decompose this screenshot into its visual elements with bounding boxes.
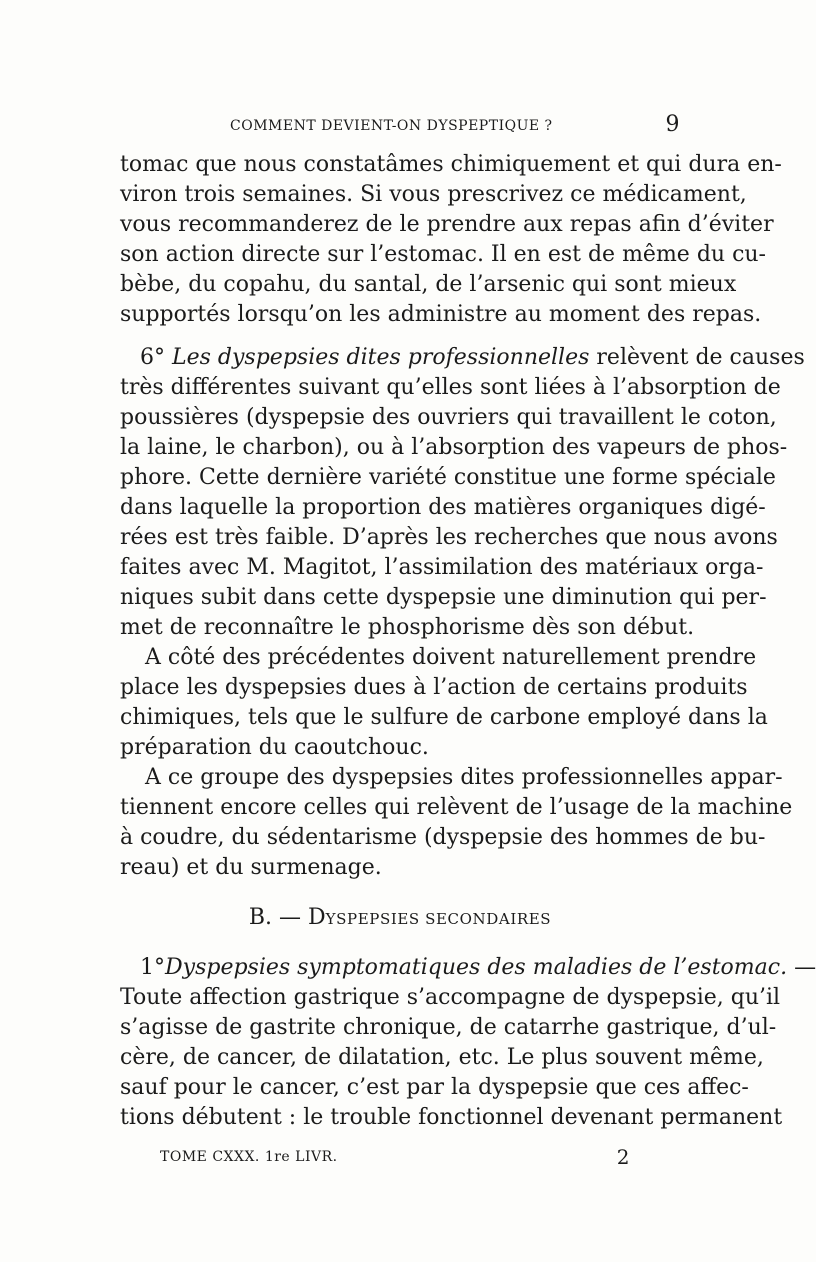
- text-line: à coudre, du sédentarisme (dyspepsie des hommes de bu-: [120, 825, 766, 850]
- item-1-first-line: [140, 953, 816, 983]
- text-line: A ce groupe des dyspepsies dites professionnelles appar-: [145, 765, 783, 790]
- text-line: sauf pour le cancer, c’est par la dyspepsie que ces affec-: [120, 1075, 749, 1100]
- text-line: reau) et du surmenage.: [120, 855, 382, 880]
- section-cap: D: [307, 905, 326, 930]
- text-line: son action directe sur l’estomac. Il en est de même du cu-: [120, 242, 766, 267]
- text-line: faites avec M. Magitot, l’assimilation des matériaux orga-: [120, 555, 764, 580]
- text-line: A côté des précédentes doivent naturellement prendre: [145, 645, 757, 670]
- page-footer: [160, 1145, 640, 1171]
- text-line: s’agisse de gastrite chronique, de catarrhe gastrique, d’ul-: [120, 1015, 777, 1040]
- text-line: niques subit dans cette dyspepsie une diminution qui per-: [120, 585, 767, 610]
- text-line: phore. Cette dernière variété constitue une forme spéciale: [120, 465, 776, 490]
- section-title: YSPEPSIES SECONDAIRES: [325, 910, 552, 928]
- text-line: la laine, le charbon), ou à l’absorption des vapeurs de phos-: [120, 435, 788, 460]
- text-line: met de reconnaître le phosphorisme dès son début.: [120, 615, 695, 640]
- text-line: place les dyspepsies dues à l’action de certains produits: [120, 675, 748, 700]
- item-6-text: relèvent de causes: [596, 345, 805, 370]
- item-6-heading: Les dyspepsies dites professionnelles: [172, 345, 590, 370]
- footer-signature: TOME CXXX. 1re LIVR.: [160, 1149, 338, 1165]
- text-line: tions débutent : le trouble fonctionnel devenant permanent: [120, 1105, 783, 1130]
- item-1-heading: Dyspepsies symptomatiques des maladies de l’estomac.: [165, 955, 788, 980]
- item-6-first-line: [140, 343, 805, 373]
- text-line: bèbe, du copahu, du santal, de l’arsenic qui sont mieux: [120, 272, 737, 297]
- text-line: tomac que nous constatâmes chimiquement et qui dura en-: [120, 152, 782, 177]
- section-heading: [120, 903, 680, 934]
- text-line: supportés lorsqu’on les administre au moment des repas.: [120, 302, 762, 327]
- item-1-dash: —: [794, 955, 816, 980]
- text-line: très différentes suivant qu’elles sont liées à l’absorption de: [120, 375, 781, 400]
- section-letter: B. —: [248, 905, 301, 930]
- running-header: [120, 112, 680, 142]
- text-line: dans laquelle la proportion des matières organiques digé-: [120, 495, 766, 520]
- text-line: cère, de cancer, de dilatation, etc. Le plus souvent même,: [120, 1045, 764, 1070]
- text-line: préparation du caoutchouc.: [120, 735, 429, 760]
- text-line: tiennent encore celles qui relèvent de l’usage de la machine: [120, 795, 793, 820]
- text-line: poussières (dyspepsie des ouvriers qui travaillent le coton,: [120, 405, 777, 430]
- page-number: 9: [665, 112, 680, 137]
- item-1-number: 1°: [140, 955, 165, 980]
- text-line: vous recommanderez de le prendre aux repas afin d’éviter: [120, 212, 774, 237]
- text-line: chimiques, tels que le sulfure de carbone employé dans la: [120, 705, 768, 730]
- item-6-number: 6°: [140, 345, 165, 370]
- running-title: COMMENT DEVIENT-ON DYSPEPTIQUE ?: [230, 118, 553, 134]
- text-line: Toute affection gastrique s’accompagne de dyspepsie, qu’il: [120, 985, 781, 1010]
- text-line: viron trois semaines. Si vous prescrivez ce médicament,: [120, 182, 747, 207]
- footer-sheet-number: 2: [616, 1145, 630, 1169]
- text-line: rées est très faible. D’après les recherches que nous avons: [120, 525, 778, 550]
